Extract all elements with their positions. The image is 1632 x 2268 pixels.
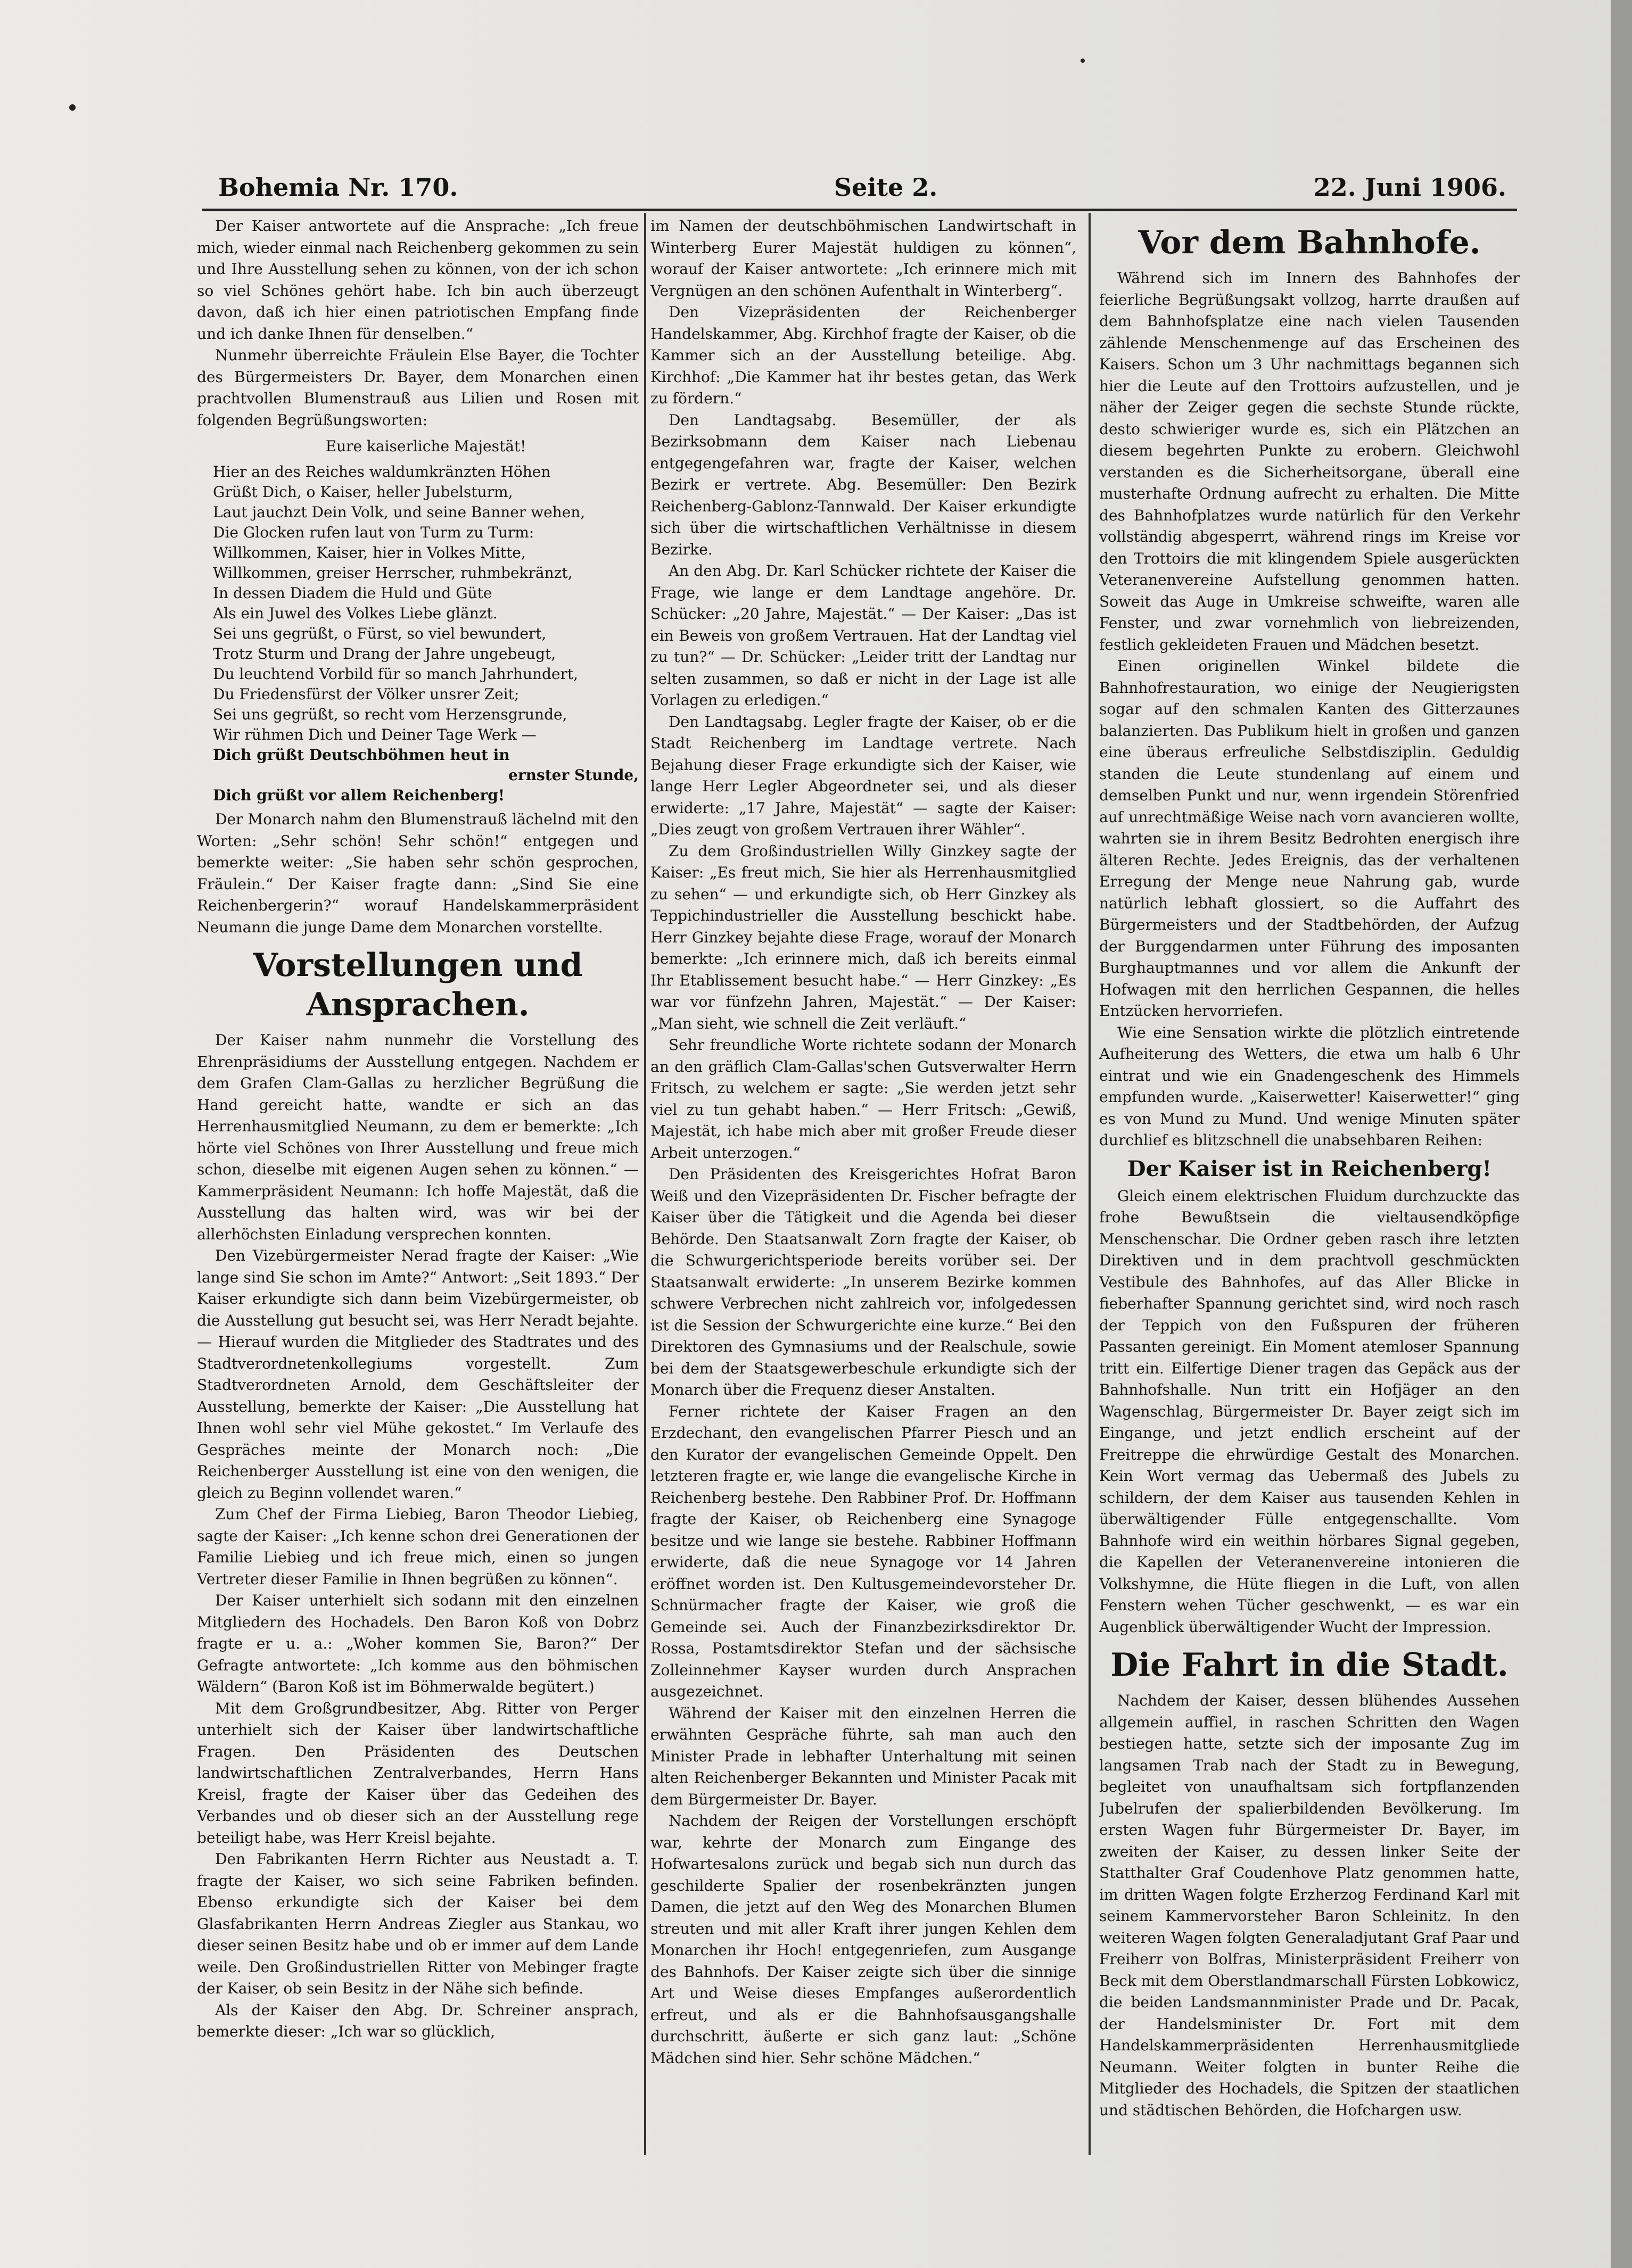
poem-line: Hier an des Reiches waldumkränzten Höhen <box>213 463 551 481</box>
column-1 <box>197 216 639 2158</box>
column-divider <box>1089 213 1091 2155</box>
poem-line: Als ein Juwel des Volkes Liebe glänzt. <box>213 605 498 622</box>
column-3 <box>1099 216 1520 2158</box>
paragraph: Wie eine Sensation wirkte die plötzlich eintretende Aufheiterung des Wetters, die etwa um halb 6 Uhr eintrat und wie ein Gnadengeschenk des Himmels empfunden wurde. „Kaiserwetter! Kaiserwetter!“ ging es von Mund zu Mund. Und wenige Minuten später durchlief es blitzschnell die unabsehbaren Reihen: <box>1099 1023 1520 1149</box>
poem-last-line: Dich grüßt vor allem Reichenberg! <box>213 787 505 804</box>
poem-line: Du Friedensfürst der Völker unsrer Zeit; <box>213 685 520 703</box>
paragraph: Den Präsidenten des Kreisgerichtes Hofrat Baron Weiß und den Vizepräsidenten Dr. Fischer befragte der Kaiser über die Tätigkeit und die Agenda bei dieser Behörde. Den Staatsanwalt Zorn fragte der Kaiser, ob die Schwurgerichtsperiode bereits vorüber sei. Der Staatsanwalt erwiderte: „In unserem Bezirke kommen schwere Verbrechen nicht zahlreich vor, infolgedessen ist die Session der Schwurgerichte eine kurze.“ Bei den Direktoren des Gymnasiums und der Realschule, sowie bei dem der Staatsgewerbeschule erkundigte sich der Monarch über die Frequenz dieser Anstalten. <box>650 1165 1076 1398</box>
paragraph: Sehr freundliche Worte richtete sodann der Monarch an den gräflich Clam-Gallas'schen Gutsverwalter Herrn Fritsch, zu welchem er sagte: „Sie werden jetzt sehr viel zu tun gehabt haben.“ — Herr Fritsch: „Gewiß, Majestät, ich habe mich aber mit großer Freude dieser Arbeit unterzogen.“ <box>650 1036 1076 1162</box>
header-page-number: Seite 2. <box>834 173 938 202</box>
paragraph: Der Monarch nahm den Blumenstrauß lächelnd mit den Worten: „Sehr schön! Sehr schön!“ entgegen und bemerkte weiter: „Sie haben sehr schön gesprochen, Fräulein.“ Der Kaiser fragte dann: „Sind Sie eine Reichenbergerin?“ worauf Handelskammerpräsident Neumann die junge Dame dem Monarchen vorstellte. <box>197 810 639 936</box>
poem-line: ernster Stunde, <box>508 766 639 784</box>
paragraph: Nachdem der Kaiser, dessen blühendes Aussehen allgemein auffiel, in raschen Schritten den Wagen bestiegen hatte, setzte sich der imposante Zug im langsamen Trab nach der Stadt zu in Bewegung, begleitet von unaufhaltsam sich fortpflanzenden Jubelrufen der spalierbildenden Bevölkerung. Im ersten Wagen fuhr Bürgermeister Dr. Bayer, im zweiten der Kaiser, zu dessen linker Seite der Statthalter Graf Coudenhove Platz genommen hatte, im dritten Wagen folgte Erzherzog Ferdinand Karl mit seinem Kammervorsteher Baron Schleinitz. In den weiteren Wagen folgten Generaladjutant Graf Paar und Freiherr von Bolfras, Ministerpräsident Freiherr von Beck mit dem Oberstlandmarschall Fürsten Lobkowicz, die beiden Landsmannminister Prade und Dr. Pacak, der Handelsminister Dr. Fort mit dem Handelskammerpräsidenten Herrenhausmitgliede Neumann. Weiter folgten in bunter Reihe die Mitglieder des Hochadels, die Spitzen der staatlichen und städtischen Behörden, die Hofchargen usw. <box>1099 1692 1520 2119</box>
poem-title: Eure kaiserliche Majestät! <box>325 437 526 455</box>
paragraph: im Namen der deutschböhmischen Landwirtschaft in Winterberg Eurer Majestät huldigen zu können“, worauf der Kaiser antwortete: „Ich erinnere mich mit Vergnügen an den schönen Aufenthalt in Winterberg“. <box>650 217 1076 300</box>
paragraph: Mit dem Großgrundbesitzer, Abg. Ritter von Perger unterhielt sich der Kaiser über landwirtschaftliche Fragen. Den Präsidenten des Deutschen landwirtschaftlichen Zentralverbandes, Herrn Hans Kreisl, fragte der Kaiser über das Gedeihen des Verbandes und ob dieser sich an der Ausstellung rege beteiligt habe, was Herr Kreisl bejahte. <box>197 1699 639 1847</box>
sub-heading: Der Kaiser ist in Reichenberg! <box>1127 1156 1492 1181</box>
paragraph: Gleich einem elektrischen Fluidum durchzuckte das frohe Bewußtsein die vieltausendköpfige Menschenschar. Die Ordner geben rasch ihre letzten Direktiven und in dem prachtvoll geschmückten Vestibule des Bahnhofes, auf das Aller Blicke in fieberhafter Spannung gerichtet sind, wird noch rasch der Teppich von den Fußspuren der früheren Passanten gereinigt. Ein Moment atemloser Spannung tritt ein. Eilfertige Diener tragen das Gepäck aus der Bahnhofshalle. Nun tritt ein Hofjäger an den Wagenschlag, Bürgermeister Dr. Bayer zeigt sich im Eingange, und jetzt endlich erscheint auf der Freitreppe die ehrwürdige Gestalt des Monarchen. Kein Wort vermag das Uebermaß des Jubels zu schildern, der dem Kaiser aus tausenden Kehlen in überwältigender Fülle entgegenschallte. Vom Bahnhofe wird ein weithin hörbares Signal gegeben, die Kapellen der Veteranenvereine intonieren die Volkshymne, die Hüte fliegen in die Luft, von allen Fenstern wehen Tücher geschwenkt, — es war ein Augenblick überwältigender Wucht der Impression. <box>1099 1187 1520 1636</box>
column-2 <box>650 216 1076 2158</box>
paragraph: Den Landtagsabg. Legler fragte der Kaiser, ob er die Stadt Reichenberg im Landtage vertrete. Nach Bejahung dieser Frage erkundigte sich der Kaiser, wie lange Herr Legler Abgeordneter sei, und als dieser erwiderte: „17 Jahre, Majestät“ — sagte der Kaiser: „Dies zeugt von großem Vertrauen ihrer Wähler“. <box>650 713 1076 838</box>
ink-speck <box>1081 59 1085 63</box>
poem <box>213 436 639 806</box>
paragraph: Nunmehr überreichte Fräulein Else Bayer, die Tochter des Bürgermeisters Dr. Bayer, dem Monarchen einen prachtvollen Blumenstrauß aus Lilien und Rosen mit folgenden Begrüßungsworten: <box>197 346 639 429</box>
paragraph: Den Vizebürgermeister Nerad fragte der Kaiser: „Wie lange sind Sie schon im Amte?“ Antwort: „Seit 1893.“ Der Kaiser erkundigte sich dann beim Vizebürgermeister, ob die Ausstellung gut besucht sei, was Herr Neradt bejahte. — Hierauf wurden die Mitglieder des Stadtrates und des Stadtverordnetenkollegiums vorgestellt. Zum Stadtverordneten Arnold, dem Geschäftsleiter der Ausstellung, bemerkte der Kaiser: „Die Ausstellung hat Ihnen wohl sehr viel Mühe gekostet.“ Im Verlaufe des Gespräches meinte der Monarch noch: „Die Reichenberger Ausstellung ist eine von den wenigen, die gleich zu Beginn vollendet waren.“ <box>197 1247 639 1502</box>
paragraph: Nachdem der Reigen der Vorstellungen erschöpft war, kehrte der Monarch zum Eingange des Hofwartesalons zurück und begab sich nun durch das geschilderte Spalier der rosenbekränzten jungen Damen, die jetzt auf den Weg des Monarchen Blumen streuten und mit aller Kraft ihrer jungen Kehlen dem Monarchen ihr Hoch! entgegenriefen, zum Ausgange des Bahnhofs. Der Kaiser zeigte sich über die sinnige Art und Weise dieses Empfanges außerordentlich erfreut, und als er die Bahnhofsausgangshalle durchschritt, äußerte er sich ganz laut: „Schöne Mädchen sind hier. Sehr schöne Mädchen.“ <box>650 1812 1076 2067</box>
poem-line: Sei uns gegrüßt, so recht vom Herzensgrunde, <box>213 706 567 723</box>
poem-line: Die Glocken rufen laut von Turm zu Turm: <box>213 524 534 541</box>
column-divider <box>644 213 646 2155</box>
poem-line: Laut jauchzt Dein Volk, und seine Banner wehen, <box>213 503 586 521</box>
poem-line: Wir rühmen Dich und Deiner Tage Werk — <box>213 726 537 743</box>
page-header <box>218 171 1506 203</box>
paragraph: Der Kaiser unterhielt sich sodann mit den einzelnen Mitgliedern des Hochadels. Den Baron Koß von Dobrz fragte er u. a.: „Woher kommen Sie, Baron?“ Der Gefragte antwortete: „Ich komme aus den böhmischen Wäldern“ (Baron Koß ist im Böhmerwalde begütert.) <box>197 1592 639 1695</box>
paragraph: Der Kaiser nahm nunmehr die Vorstellung des Ehrenpräsidiums der Ausstellung entgegen. Nachdem er dem Grafen Clam-Gallas zu herzlicher Begrüßung die Hand gereicht hatte, wandte er sich an das Herrenhausmitglied Neumann, zu dem er bemerkte: „Ich hörte viel Schönes von Ihrer Ausstellung und freue mich schon, dieselbe mit eigenen Augen sehen zu können.“ — Kammerpräsident Neumann: Ich hoffe Majestät, daß die Ausstellung das halten wird, was wir bei der allerhöchsten Einladung versprechen konnten. <box>197 1031 639 1243</box>
section-heading: Vor dem Bahnhofe. <box>1138 224 1481 261</box>
paragraph: Der Kaiser antwortete auf die Ansprache: „Ich freue mich, wieder einmal nach Reichenberg gekommen zu sein und Ihre Ausstellung sehen zu können, von der ich schon so viel Schönes gehört habe. Ich bin auch überzeugt davon, daß ich hier einen patriotischen Empfang finde und ich danke Ihnen für denselben.“ <box>197 217 639 343</box>
poem-line: Dich grüßt Deutschböhmen heut in <box>213 746 510 764</box>
ink-speck <box>69 104 76 111</box>
paragraph: Ferner richtete der Kaiser Fragen an den Erzdechant, den evangelischen Pfarrer Piesch und an den Kurator der evangelischen Gemeinde Oppelt. Den letzteren fragte er, wie lange die evangelische Kirche in Reichenberg bestehe. Den Rabbiner Prof. Dr. Hoffmann fragte der Kaiser, ob Reichenberg eine Synagoge besitze und wie lange sie bestehe. Rabbiner Hoffmann erwiderte, daß die neue Synagoge vor 14 Jahren eröffnet worden ist. Den Kultusgemeindevorsteher Dr. Schnürmacher fragte der Kaiser, wie groß die Gemeinde sei. Auch der Finanzbezirksdirektor Dr. Rossa, Postamtsdirektor Stefan und der sächsische Zolleinnehmer Kayser wurden durch Ansprachen ausgezeichnet. <box>650 1402 1076 1700</box>
page-edge-shadow <box>1611 0 1632 2268</box>
poem-line: Grüßt Dich, o Kaiser, heller Jubelsturm, <box>213 483 513 501</box>
paragraph: Den Vizepräsidenten der Reichenberger Handelskammer, Abg. Kirchhof fragte der Kaiser, ob die Kammer sich an der Ausstellung beteilige. Abg. Kirchhof: „Die Kammer hat ihr bestes getan, das Werk zu fördern.“ <box>650 303 1076 407</box>
paragraph: Als der Kaiser den Abg. Dr. Schreiner ansprach, bemerkte dieser: „Ich war so glücklich, <box>197 2001 639 2040</box>
poem-line: Du leuchtend Vorbild für so manch Jahrhundert, <box>213 665 579 683</box>
poem-line: Trotz Sturm und Drang der Jahre ungebeugt, <box>213 645 556 663</box>
poem-line: In dessen Diadem die Huld und Güte <box>213 584 492 602</box>
paragraph: Während sich im Innern des Bahnhofes der feierliche Begrüßungsakt vollzog, harrte draußen auf dem Bahnhofsplatze eine nach vielen Tausenden zählende Menschenmenge auf das Erscheinen des Kaisers. Schon um 3 Uhr nachmittags begannen sich hier die Leute auf den Trottoirs aufzustellen, und je näher der Zeiger gegen die sechste Stunde rückte, desto schwieriger wurde es, sich ein Plätzchen an diesem begehrten Punkte zu erobern. Gleichwohl verstanden es die Sicherheitsorgane, überall eine musterhafte Ordnung aufrecht zu erhalten. Die Mitte des Bahnhofplatzes wurde natürlich für den Verkehr vollständig abgesperrt, während rings im Kreise vor den Trottoirs die mit klingendem Spiele ausgerückten Veteranenvereine Aufstellung genommen hatten. Soweit das Auge in Umkreise schweifte, waren alle Fenster, und zwar vornehmlich von liebreizenden, festlich gekleideten Frauen und Mädchen besetzt. <box>1099 269 1520 653</box>
poem-line: Willkommen, Kaiser, hier in Volkes Mitte, <box>213 544 526 561</box>
paragraph: Während der Kaiser mit den einzelnen Herren die erwähnten Gespräche führte, sah man auch den Minister Prade in lebhafter Unterhaltung mit seinen alten Reichenberger Bekannten und Minister Pacak mit dem Bürgermeister Dr. Bayer. <box>650 1704 1076 1808</box>
header-publication: Bohemia Nr. 170. <box>218 173 458 202</box>
paragraph: Einen originellen Winkel bildete die Bahnhofrestauration, wo einige der Neugierigsten sogar auf den schmalen Kanten des Gitterzaunes balanzierten. Das Publikum hielt in großen und ganzen eine überaus erfreuliche Selbstdisziplin. Geduldig standen die Leute stundenlang auf einem und demselben Punkt und nur, wenn irgendein Störenfried auf unrechtmäßige Weise nach vorn avancieren wollte, wahrten sie in ihrem Besitz Bedrohten energisch ihre älteren Rechte. Jedes Ereignis, das der verhaltenen Erregung der Menge neue Nahrung gab, wurde natürlich lebhaft glossiert, so die Auffahrt des Bürgermeisters und der Stadtbehörden, der Aufzug der Burggendarmen unter Führung des imposanten Burghauptmannes und vor allem die Ankunft der Hofwagen mit den herrlichen Gespannen, die helles Entzücken hervorriefen. <box>1099 657 1520 1020</box>
header-rule <box>202 209 1517 211</box>
paragraph: Den Fabrikanten Herrn Richter aus Neustadt a. T. fragte der Kaiser, wo sich seine Fabriken befinden. Ebenso erkundigte sich der Kaiser bei dem Glasfabrikanten Herrn Andreas Ziegler aus Stankau, wo dieser seinen Besitz habe und ob er immer auf dem Lande weile. Den Großindustriellen Ritter von Mebinger fragte der Kaiser, ob sein Besitz in der Nähe sich befinde. <box>197 1850 639 1997</box>
section-heading: Die Fahrt in die Stadt. <box>1110 1646 1509 1684</box>
paragraph: Den Landtagsabg. Besemüller, der als Bezirksobmann dem Kaiser nach Liebenau entgegengefahren war, fragte der Kaiser, welchen Bezirk er vertrete. Abg. Besemüller: Den Bezirk Reichenberg-Gablonz-Tannwald. Der Kaiser erkundigte sich über die wirtschaftlichen Verhältnisse in diesem Bezirke. <box>650 411 1076 558</box>
header-date: 22. Juni 1906. <box>1313 173 1506 202</box>
poem-line: Willkommen, greiser Herrscher, ruhmbekränzt, <box>213 564 573 582</box>
paragraph: Zu dem Großindustriellen Willy Ginzkey sagte der Kaiser: „Es freut mich, Sie hier als Herrenhausmitglied zu sehen“ — und erkundigte sich, ob Herr Ginzkey als Teppichindustrieller die Ausstellung beschickt habe. Herr Ginzkey bejahte diese Frage, worauf der Monarch bemerkte: „Ich erinnere mich, daß ich bereits einmal Ihr Etablissement besucht habe.“ — Herr Ginzkey: „Es war vor fünfzehn Jahren, Majestät.“ — Der Kaiser: „Man sieht, wie schnell die Zeit verläuft.“ <box>650 842 1076 1032</box>
poem-line: Sei uns gegrüßt, o Fürst, so viel bewundert, <box>213 625 547 642</box>
paragraph: Zum Chef der Firma Liebieg, Baron Theodor Liebieg, sagte der Kaiser: „Ich kenne schon drei Generationen der Familie Liebieg und ich freue mich, einen so jungen Vertreter dieser Familie in Ihnen begrüßen zu können“. <box>197 1505 639 1588</box>
section-heading: Vorstellungen und Ansprachen. <box>253 947 583 1023</box>
paragraph: An den Abg. Dr. Karl Schücker richtete der Kaiser die Frage, wie lange er dem Landtage angehöre. Dr. Schücker: „20 Jahre, Majestät.“ — Der Kaiser: „Das ist ein Beweis von großem Vertrauen. Hat der Landtag viel zu tun?“ — Dr. Schücker: „Leider tritt der Landtag nur selten zusammen, so daß er nicht in der Lage ist alle Vorlagen zu erledigen.“ <box>650 562 1076 709</box>
